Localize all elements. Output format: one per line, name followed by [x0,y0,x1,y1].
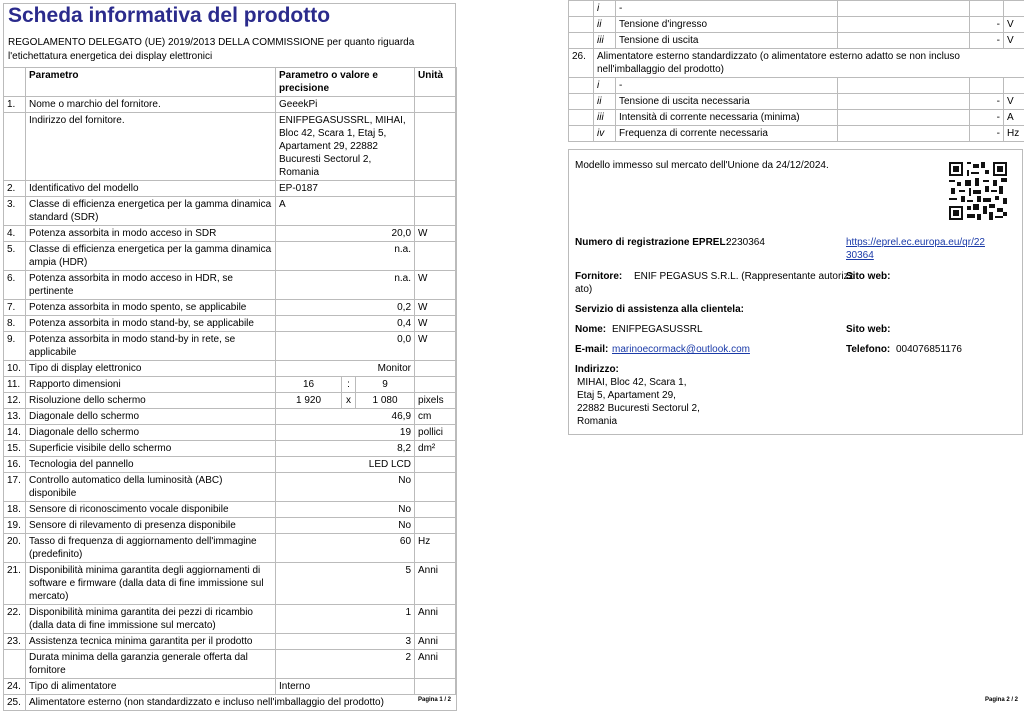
row-unit: Anni [415,650,457,679]
table-row [4,441,457,457]
row-value: No [276,502,415,518]
row-roman: ii [594,17,616,33]
table-row [4,377,457,393]
row-number: 7. [4,300,26,316]
row-number: 13. [4,409,26,425]
supplier-info-panel [568,149,1023,435]
row-value: n.a. [276,242,415,271]
row-label: Potenza assorbita in modo acceso in SDR [26,226,276,242]
row-unit: W [415,271,457,300]
table-row [4,473,457,502]
row-number: 15. [4,441,26,457]
table-row [4,634,457,650]
row-label: Indirizzo del fornitore. [26,113,276,181]
supplier-label: Fornitore: [575,270,622,283]
row-unit: Anni [415,605,457,634]
row-spacer [838,110,970,126]
row-unit: W [415,316,457,332]
table-row [4,97,457,113]
row-unit [415,377,457,393]
row-label: Potenza assorbita in modo stand-by, se applicabile [26,316,276,332]
table-header-row [4,68,457,97]
row-value: - [970,126,1004,142]
row-value: n.a. [276,271,415,300]
row-label: Disponibilità minima garantita degli aggiornamenti di software e firmware (dalla data di fine immissione sul mercato) [26,563,276,605]
row-indent [569,94,594,110]
address-label: Indirizzo: [575,363,619,376]
table-row [4,242,457,271]
table-row [4,197,457,226]
row-roman: ii [594,94,616,110]
row-label: Diagonale dello schermo [26,425,276,441]
row-label: Controllo automatico della luminosità (ABC) disponibile [26,473,276,502]
row-indent [569,78,594,94]
phone-value: 004076851176 [896,343,962,356]
page-2 [512,0,1024,706]
row-value: 20,0 [276,226,415,242]
row-value-2: 1 080 [356,393,415,409]
row-value: 19 [276,425,415,441]
row-unit: W [415,300,457,316]
row-unit: W [415,332,457,361]
row-value: 3 [276,634,415,650]
row-value-1: 16 [276,377,342,393]
row-number: 14. [4,425,26,441]
row-unit [415,181,457,197]
row-unit: Hz [1004,126,1024,142]
row-label: Disponibilità minima garantita dei pezzi di ricambio (dalla data di fine immissione sul mercato) [26,605,276,634]
row-unit: W [415,226,457,242]
row-value: 5 [276,563,415,605]
row-label: Potenza assorbita in modo acceso in HDR, se pertinente [26,271,276,300]
row-label: Potenza assorbita in modo spento, se applicabile [26,300,276,316]
row-unit: pixels [415,393,457,409]
name-value: ENIFPEGASUSSRL [612,323,703,336]
row-label: Tecnologia del pannello [26,457,276,473]
regulation-text: REGOLAMENTO DELEGATO (UE) 2019/2013 DELLA COMMISSIONE per quanto riguarda l'etichettatura energetica dei display elettronici [8,36,450,64]
row-value: A [276,197,415,226]
row-number: 26. [569,49,594,78]
row-unit: A [1004,110,1024,126]
row-number: 11. [4,377,26,393]
eprel-label: Numero di registrazione EPREL: [575,236,729,249]
row-unit [415,197,457,226]
row-spacer [838,94,970,110]
eprel-link-cont[interactable]: 30364 [846,249,874,262]
row-label: Risoluzione dello schermo [26,393,276,409]
address-line: MIHAI, Bloc 42, Scara 1, [577,376,687,389]
row-value: 2 [276,650,415,679]
row-unit [415,679,457,695]
row-number: 12. [4,393,26,409]
row-unit [415,113,457,181]
row-unit [415,457,457,473]
row-roman: iv [594,126,616,142]
row-number: 9. [4,332,26,361]
table-row [4,457,457,473]
eprel-link[interactable]: https://eprel.ec.europa.eu/qr/22 [846,236,985,249]
qr-code-icon [949,162,1007,220]
row-number: 21. [4,563,26,605]
row-label: Potenza assorbita in modo stand-by in rete, se applicabile [26,332,276,361]
table-row [569,126,1024,142]
name-label: Nome: [575,323,606,336]
row-label: Rapporto dimensioni [26,377,276,393]
website-label: Sito web: [846,270,890,283]
row-number: 8. [4,316,26,332]
row-value: 8,2 [276,441,415,457]
row-number: 20. [4,534,26,563]
row-number: 17. [4,473,26,502]
row-unit: Anni [415,563,457,605]
row-value: 0,4 [276,316,415,332]
row-value: - [970,17,1004,33]
phone-label: Telefono: [846,343,890,356]
row-label: Tipo di display elettronico [26,361,276,377]
header-num-cell [4,68,26,97]
row-unit [415,518,457,534]
table-row [4,113,457,181]
row-number: 2. [4,181,26,197]
row-value [970,78,1004,94]
row-label: Tensione di uscita [616,33,838,49]
row-value: EP-0187 [276,181,415,197]
row-separator: x [342,393,356,409]
table-row [4,271,457,300]
row-unit: V [1004,17,1024,33]
row-unit [1004,1,1024,17]
row-value: 60 [276,534,415,563]
row-unit [415,473,457,502]
row-label: Alimentatore esterno (non standardizzato e incluso nell'imballaggio del prodotto) [26,695,457,711]
row-unit [415,97,457,113]
row-unit: V [1004,94,1024,110]
table-row [569,49,1024,78]
address-line: Etaj 5, Apartament 29, [577,389,676,402]
row-number: 10. [4,361,26,377]
table-row [4,650,457,679]
row-value: GeeekPi [276,97,415,113]
row-spacer [838,33,970,49]
row-number: 6. [4,271,26,300]
eprel-number: 2230364 [726,236,765,249]
row-value: Monitor [276,361,415,377]
row-value: - [970,33,1004,49]
table-row [4,361,457,377]
email-link[interactable]: marinoecormack@outlook.com [612,343,750,356]
table-row [4,502,457,518]
row-roman: i [594,1,616,17]
row-label: Sensore di rilevamento di presenza disponibile [26,518,276,534]
table-row [4,563,457,605]
header-param: Parametro [26,68,276,97]
row-unit: Hz [415,534,457,563]
row-value: - [970,110,1004,126]
row-number: 5. [4,242,26,271]
row-spacer [838,1,970,17]
row-value: Interno [276,679,415,695]
row-value: ENIFPEGASUSSRL, MIHAI, Bloc 42, Scara 1, Etaj 5, Apartament 29, 22882 Bucuresti Sectorul 2, Romania [276,113,415,181]
row-value-2: 9 [356,377,415,393]
row-number: 22. [4,605,26,634]
page-footer: Pagina 2 / 2 [985,697,1018,703]
row-label: Alimentatore esterno standardizzato (o alimentatore esterno adatto se non incluso nell'imballaggio del prodotto) [594,49,1024,78]
row-spacer [838,126,970,142]
address-line: 22882 Bucuresti Sectorul 2, [577,402,700,415]
row-label: - [616,1,838,17]
row-value: 1 [276,605,415,634]
row-label: Sensore di riconoscimento vocale disponibile [26,502,276,518]
table-row [569,1,1024,17]
row-label: Tipo di alimentatore [26,679,276,695]
row-label: Assistenza tecnica minima garantita per il prodotto [26,634,276,650]
row-label: Superficie visibile dello schermo [26,441,276,457]
row-roman: iii [594,33,616,49]
row-unit: Anni [415,634,457,650]
row-separator: : [342,377,356,393]
row-number: 3. [4,197,26,226]
row-number: 23. [4,634,26,650]
row-unit: cm [415,409,457,425]
table-row [4,393,457,409]
table-row [4,518,457,534]
market-date-text: Modello immesso sul mercato dell'Unione da 24/12/2024. [575,159,829,172]
table-row [4,425,457,441]
table-row [4,679,457,695]
row-number [4,113,26,181]
row-number: 1. [4,97,26,113]
table-row [4,332,457,361]
row-value: - [970,94,1004,110]
row-number: 24. [4,679,26,695]
row-label: Tasso di frequenza di aggiornamento dell'immagine (predefinito) [26,534,276,563]
row-number: 16. [4,457,26,473]
table-row [4,409,457,425]
table-row [4,181,457,197]
table-row [569,110,1024,126]
row-number: 18. [4,502,26,518]
product-info-table [3,67,457,711]
row-unit [415,502,457,518]
row-value-1: 1 920 [276,393,342,409]
row-value: 0,2 [276,300,415,316]
row-number: 25. [4,695,26,711]
table-row [4,226,457,242]
row-label: - [616,78,838,94]
power-supply-table [568,0,1024,142]
row-value: LED LCD [276,457,415,473]
row-label: Identificativo del modello [26,181,276,197]
row-label: Classe di efficienza energetica per la gamma dinamica standard (SDR) [26,197,276,226]
row-number: 19. [4,518,26,534]
row-value: No [276,473,415,502]
row-unit [415,242,457,271]
row-indent [569,1,594,17]
supplier-value-cont: ato) [575,283,592,296]
row-label: Tensione di uscita necessaria [616,94,838,110]
row-unit [1004,78,1024,94]
row-unit: pollici [415,425,457,441]
row-unit: dm² [415,441,457,457]
row-roman: iii [594,110,616,126]
page-footer: Pagina 1 / 2 [418,697,451,703]
email-label: E-mail: [575,343,608,356]
row-label: Tensione d'ingresso [616,17,838,33]
row-indent [569,110,594,126]
website2-label: Sito web: [846,323,890,336]
row-value: No [276,518,415,534]
row-label: Classe di efficienza energetica per la gamma dinamica ampia (HDR) [26,242,276,271]
table-row [4,534,457,563]
table-row [569,94,1024,110]
row-unit [415,361,457,377]
header-value: Parametro o valore e precisione [276,68,415,97]
row-value [970,1,1004,17]
table-row [569,33,1024,49]
row-spacer [838,78,970,94]
row-label: Durata minima della garanzia generale offerta dal fornitore [26,650,276,679]
row-indent [569,126,594,142]
address-line: Romania [577,415,617,428]
row-indent [569,17,594,33]
table-row [569,78,1024,94]
row-label: Nome o marchio del fornitore. [26,97,276,113]
supplier-value: ENIF PEGASUS S.R.L. (Rappresentante autorizz [634,270,854,283]
table-row [4,695,457,711]
table-row [4,300,457,316]
customer-service-label: Servizio di assistenza alla clientela: [575,303,744,316]
table-row [569,17,1024,33]
row-label: Intensità di corrente necessaria (minima) [616,110,838,126]
row-label: Diagonale dello schermo [26,409,276,425]
row-indent [569,33,594,49]
page-title: Scheda informativa del prodotto [8,4,330,28]
page-1 [0,0,512,706]
row-unit: V [1004,33,1024,49]
table-row [4,605,457,634]
row-number [4,650,26,679]
table-row [4,316,457,332]
row-spacer [838,17,970,33]
row-roman: i [594,78,616,94]
row-value: 46,9 [276,409,415,425]
row-number: 4. [4,226,26,242]
header-unit: Unità [415,68,457,97]
row-value: 0,0 [276,332,415,361]
row-label: Frequenza di corrente necessaria [616,126,838,142]
